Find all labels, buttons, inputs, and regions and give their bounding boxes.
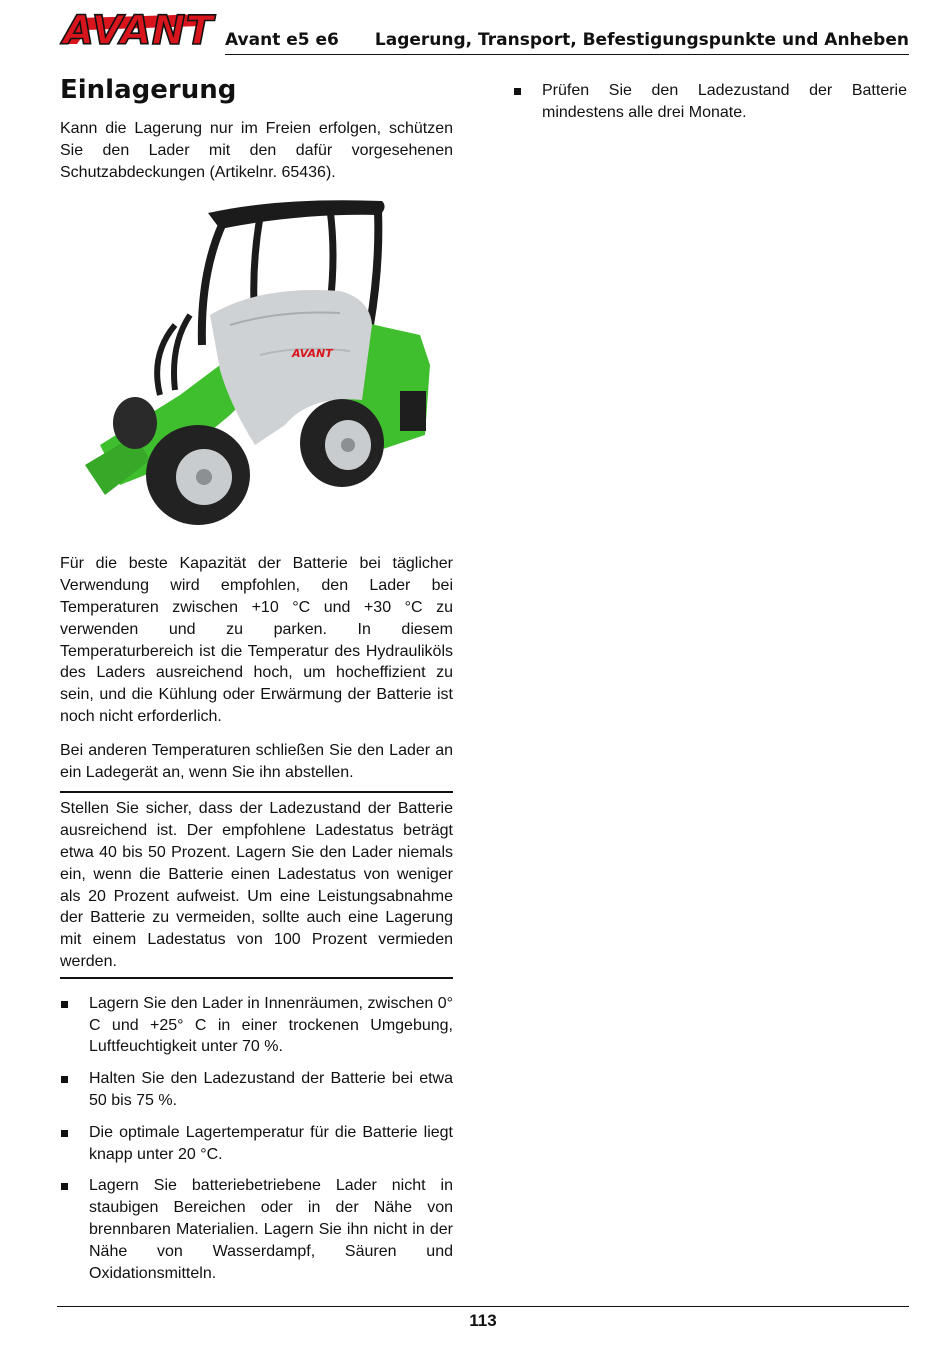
list-item-text: Halten Sie den Ladezustand der Batterie bei etwa 50 bis 75 %. [89, 1070, 453, 1109]
avant-logo [57, 4, 227, 50]
list-item [60, 993, 453, 1058]
battery-capacity-paragraph: Für die beste Kapazität der Batterie bei täglicher Verwendung wird empfohlen, den Lader bei Temperaturen zwischen +10 °C und +30 °C zu verwenden und zu parken. In diesem Temperaturbereich ist die Temperatur des Hydrauliköls des Laders ausreichend hoch, um hocheffizient zu sein, und die Kühlung oder Erwärmung der Batterie ist noch nicht erforderlich. [60, 555, 453, 725]
battery-note-text: Stellen Sie sicher, dass der Ladezustand der Batterie ausreichend ist. Der empfohlene Ladestatus beträgt etwa 40 bis 50 Prozent. Lagern Sie den Lader niemals ein, wenn die Batterie einen Ladestatus von weniger als 20 Prozent aufweist. Um eine Leistungsabnahme der Batterie zu vermeiden, sollte auch eine Lagerung mit einem Ladestatus von 100 Prozent vermieden werden. [60, 800, 453, 970]
page-number: 113 [469, 1311, 497, 1330]
list-item [60, 1122, 453, 1166]
right-column [513, 80, 907, 134]
list-item [60, 1068, 453, 1112]
list-item-text: Die optimale Lagertemperatur für die Batterie liegt knapp unter 20 °C. [89, 1123, 453, 1163]
list-item-text: Lagern Sie den Lader in Innenräumen, zwischen 0° C und +25° C in einer trockenen Umgebung, Luftfeuchtigkeit unter 70 %. [89, 994, 453, 1056]
header-divider [225, 54, 909, 55]
logo-text: AVANT [63, 8, 213, 50]
check-bullet-list [513, 80, 907, 124]
square-bullet-icon [61, 1130, 68, 1137]
list-item-text: Lagern Sie batteriebetriebene Lader nicht in staubigen Bereichen oder in der Nähe von brennbaren Materialien. Lagern Sie ihn nicht in der Nähe von Wasserdampf, Säuren und Oxidationsmitteln. [89, 1177, 453, 1282]
charger-paragraph: Bei anderen Temperaturen schließen Sie den Lader an ein Ladegerät an, wenn Sie ihn abstellen. [60, 741, 453, 781]
list-item [513, 80, 907, 124]
page-heading: Einlagerung [60, 75, 237, 105]
square-bullet-icon [514, 88, 521, 95]
cover-decal-text: AVANT [292, 347, 333, 361]
storage-bullet-list [60, 993, 453, 1285]
page-header [57, 4, 909, 54]
section-title: Lagerung, Transport, Befestigungspunkte und Anheben [374, 30, 909, 50]
battery-note-box [60, 791, 453, 978]
left-column [60, 72, 453, 1294]
square-bullet-icon [61, 1001, 68, 1008]
model-name: Avant e5 e6 [225, 30, 339, 50]
list-item [60, 1175, 453, 1284]
intro-paragraph: Kann die Lagerung nur im Freien erfolgen, schützen Sie den Lader mit den dafür vorgesehenen Schutzabdeckungen (Artikelnr. 65436). [60, 120, 453, 181]
square-bullet-icon [61, 1076, 68, 1083]
list-item-text: Prüfen Sie den Ladezustand der Batterie mindestens alle drei Monate. [542, 82, 907, 121]
footer-divider [57, 1306, 909, 1307]
square-bullet-icon [61, 1183, 68, 1190]
covered-loader-photo [80, 195, 436, 527]
